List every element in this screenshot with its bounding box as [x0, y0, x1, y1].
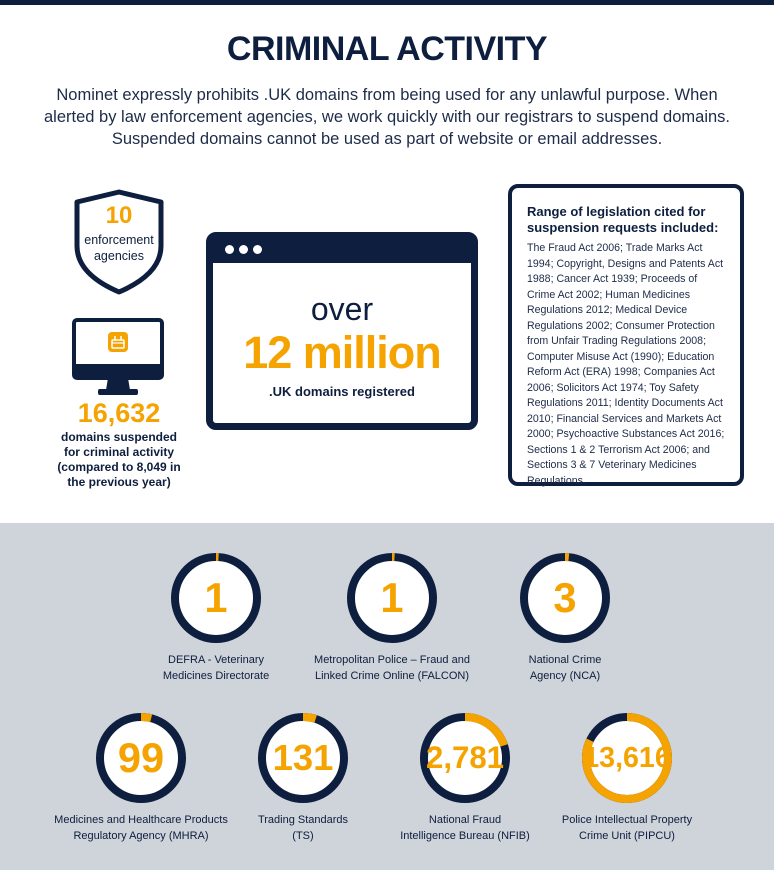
- agency-ring: [257, 712, 349, 804]
- agency-item: [475, 552, 655, 684]
- agency-ring: [170, 552, 262, 644]
- suspended-label-line: (compared to 8,049 in: [57, 460, 181, 474]
- enforcement-agencies-stat: [72, 188, 166, 296]
- agency-label-line: Crime Unit (PIPCU): [579, 830, 675, 842]
- agency-label-line: Medicines and Healthcare Products: [54, 814, 228, 826]
- suspended-label-line: the previous year): [67, 475, 171, 489]
- agency-ring: [581, 712, 673, 804]
- window-dot-icon: [239, 245, 248, 254]
- registered-label: .UK domains registered: [269, 384, 415, 399]
- agency-label: [213, 812, 393, 844]
- suspended-label: [40, 430, 198, 490]
- legislation-heading: Range of legislation cited for suspension requests included:: [527, 204, 719, 235]
- agency-count: 13,616: [583, 742, 671, 774]
- window-dot-icon: [253, 245, 262, 254]
- page-title: CRIMINAL ACTIVITY: [226, 30, 548, 68]
- window-dot-icon: [225, 245, 234, 254]
- agency-label: [302, 652, 482, 684]
- legislation-list: The Fraud Act 2006; Trade Marks Act 1994; Copyright, Designs and Patents Act 1988; Cancer Act 1939; Proceeds of Crime Act 2002; Human Medicines Regulations 2012; Medical Device Regulations 2002; Consumer Protection from Unfair Trading Regulations 2008; Computer Misuse Act (1990); Education Reform Act (ERA) 1998; Companies Act 2006; Solicitors Act 1974; Toy Safety Regulations 2011; Identity Documents Act 2010; Financial Services and Markets Act 2000; Psychoactive Substances Act 2016; Sections 1 & 2 Terrorism Act 2006; and Sections 3 & 7 Veterinary Medicines Regulations.: [527, 242, 725, 487]
- agency-label-line: Regulatory Agency (MHRA): [73, 830, 209, 842]
- agency-count: 99: [117, 734, 165, 781]
- top-rule: [0, 0, 774, 5]
- agency-label-line: Medicines Directorate: [162, 670, 270, 682]
- agency-item: [302, 552, 482, 684]
- agency-ring: [419, 712, 511, 804]
- agency-label-line: Agency (NCA): [529, 670, 601, 682]
- agencies-label-line: enforcement: [84, 233, 154, 247]
- agency-label-line: Metropolitan Police – Fraud and: [314, 654, 470, 666]
- agency-ring: [346, 552, 438, 644]
- agency-label-line: (TS): [292, 830, 314, 842]
- agency-count: 3: [553, 574, 577, 621]
- agency-label-line: Police Intellectual Property: [561, 814, 693, 826]
- agency-item: [375, 712, 555, 844]
- registered-count: 12 million: [243, 327, 441, 378]
- suspended-label-line: for criminal activity: [63, 445, 175, 459]
- browser-titlebar: [213, 239, 471, 263]
- agency-label: [51, 812, 231, 844]
- suspended-count: 16,632: [77, 398, 161, 428]
- agency-label: [537, 812, 717, 844]
- agencies-label-line: agencies: [93, 249, 145, 263]
- agency-label-line: Linked Crime Online (FALCON): [314, 670, 470, 682]
- agency-ring: [95, 712, 187, 804]
- agency-item: [537, 712, 717, 844]
- intro-text: Nominet expressly prohibits .UK domains from being used for any unlawful purpose. When alerted by law enforcement agencies, we work quickly with our registrars to suspend domains. Suspended domains cannot be used as part of website or email addresses.: [44, 86, 730, 148]
- agency-label: [475, 652, 655, 684]
- legislation-box: [508, 184, 744, 486]
- agency-label-line: Trading Standards: [257, 814, 349, 826]
- agency-label-line: Intelligence Bureau (NFIB): [400, 830, 530, 842]
- agency-count: 131: [272, 737, 334, 778]
- agencies-label: [72, 232, 166, 264]
- suspended-label-line: domains suspended: [60, 430, 178, 444]
- agency-count: 2,781: [425, 740, 505, 775]
- agency-item: [51, 712, 231, 844]
- agency-label-line: DEFRA - Veterinary: [168, 654, 264, 666]
- agency-label-line: National Crime: [528, 654, 602, 666]
- agency-count: 1: [380, 574, 404, 621]
- agency-item: [126, 552, 306, 684]
- agency-count: 1: [204, 574, 228, 621]
- agency-label: [375, 812, 555, 844]
- agency-label: [126, 652, 306, 684]
- agency-ring: [519, 552, 611, 644]
- agency-item: [213, 712, 393, 844]
- agency-label-line: National Fraud: [428, 814, 502, 826]
- agencies-count: 10: [105, 202, 133, 229]
- browser-window-graphic: [206, 232, 478, 430]
- monitor-icon: [72, 318, 164, 398]
- over-text: over: [310, 291, 374, 327]
